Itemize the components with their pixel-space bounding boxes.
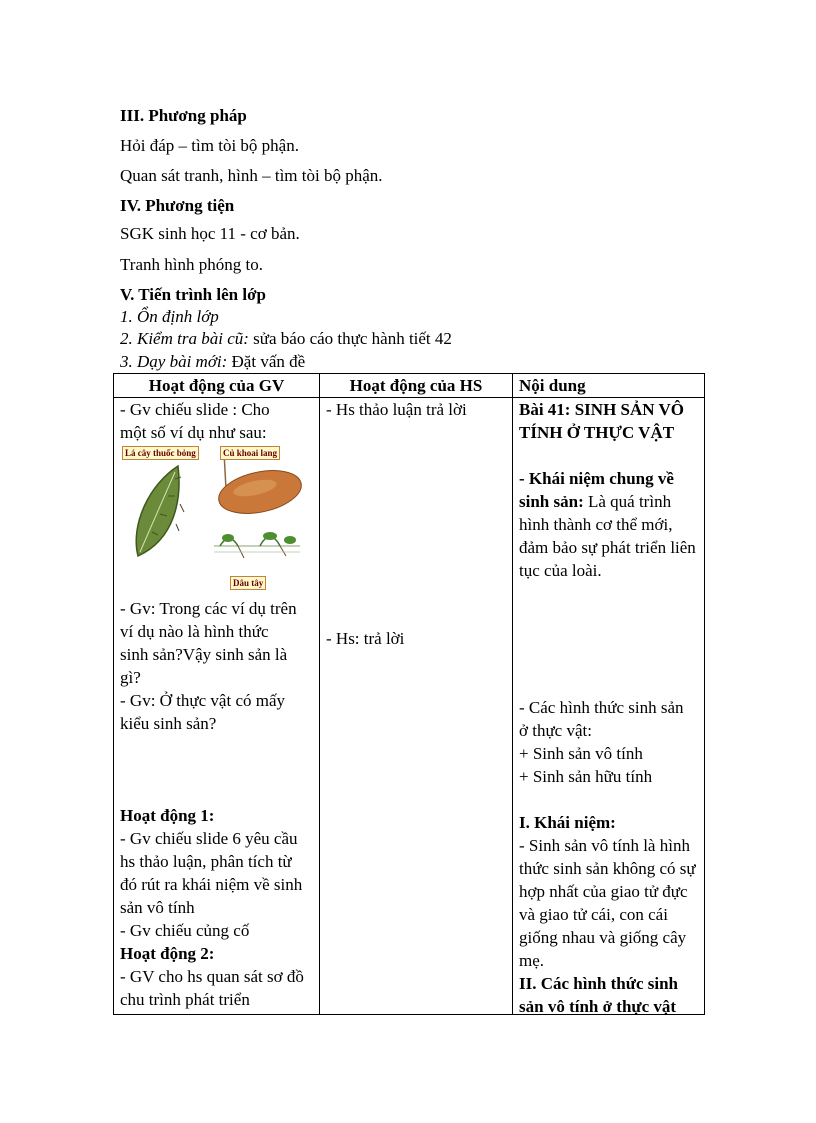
activity-2-text: - GV cho hs quan sát sơ đồ chu trình phát triển [120,967,304,1009]
gv-question-1: - Gv: Trong các ví dụ trên ví dụ nào là hình thức sinh sản?Vậy sinh sản là gì? [120,599,297,687]
section3-heading: III. Phương pháp [120,106,247,125]
table-header-row [114,374,705,398]
activity-1-more: - Gv chiếu củng cố [120,921,250,940]
lesson-table [113,373,705,1015]
section3-line2: Quan sát tranh, hình – tìm tòi bộ phận. [120,166,383,185]
step-3-text: Đặt vấn đề [227,352,306,371]
plant-illustration [120,444,316,594]
section-1-text: - Sinh sản vô tính là hình thức sinh sản không có sự hợp nhất của giao tử đực và giao tử cái, con cái giống nhau và giống cây mẹ. [519,836,696,970]
forms-intro: - Các hình thức sinh sản ở thực vật: [519,698,684,740]
section4-heading: IV. Phương tiện [120,196,235,215]
section3-line1: Hỏi đáp – tìm tòi bộ phận. [120,136,299,155]
header-hs: Hoạt động của HS [320,374,513,398]
activity-2-title: Hoạt động 2: [120,944,215,963]
form-sexual: + Sinh sản hữu tính [519,767,653,786]
table-row [114,398,705,1015]
gv-column [114,398,320,1015]
header-gv: Hoạt động của GV [114,374,320,398]
section-2-title: II. Các hình thức sinh sản vô tính ở thực vật [519,974,679,1016]
leaf-image [136,466,184,556]
hs-answer-2: - Hs: trả lời [326,629,405,648]
label-leaf: Lá cây thuốc bỏng [122,446,199,460]
step-2-text: sửa báo cáo thực hành tiết 42 [248,329,452,348]
header-content: Nội dung [513,374,705,398]
step-2 [120,328,452,350]
section4-line1: SGK sinh học 11 - cơ bản. [120,224,300,243]
gv-question-2: - Gv: Ở thực vật có mấy kiểu sinh sản? [120,691,286,733]
concept-label: - Khái niệm chung về sinh sản: [519,469,674,511]
concept-text: Là quá trình hình thành cơ thể mới, đảm bảo sự phát triển liên tục của loài. [519,492,696,580]
hs-column [320,398,513,1015]
section5-heading: V. Tiến trình lên lớp [120,285,266,304]
examples-figure [120,444,316,594]
content-column [513,398,705,1015]
sweet-potato-image [215,452,305,520]
strawberry-image [214,532,300,558]
activity-1-text: - Gv chiếu slide 6 yêu cầu hs thảo luận, phân tích từ đó rút ra khái niệm về sinh sản vô tính [120,829,303,917]
step-3 [120,351,305,373]
hs-answer-1: - Hs thảo luận trả lời [326,400,467,419]
section-1-title: I. Khái niệm: [519,813,616,832]
label-strawberry: Dâu tây [230,576,266,590]
step-3-label: 3. Dạy bài mới: [120,352,228,371]
form-asexual: + Sinh sản vô tính [519,744,643,763]
step-1: 1. Ổn định lớp [120,307,219,326]
gv-intro: - Gv chiếu slide : Cho một số ví dụ như sau: [120,400,270,442]
step-2-label: 2. Kiểm tra bài cũ: [120,329,249,348]
label-sweet-potato: Củ khoai lang [220,446,280,460]
activity-1-title: Hoạt động 1: [120,806,215,825]
lesson-title: Bài 41: SINH SẢN VÔ TÍNH Ở THỰC VẬT [519,400,684,442]
concept-paragraph [519,467,697,582]
section4-line2: Tranh hình phóng to. [120,255,263,274]
